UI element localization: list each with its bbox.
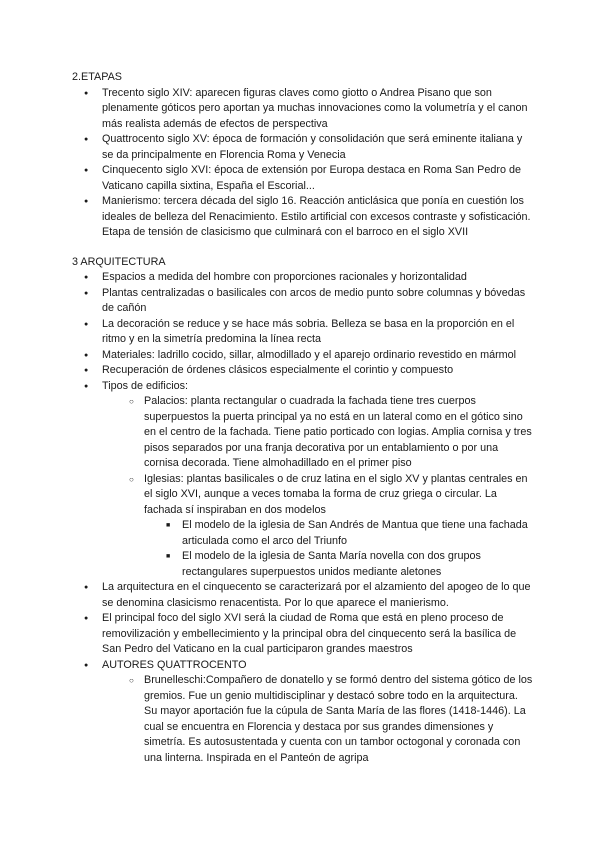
list-item: ● La arquitectura en el cinquecento se caracterizará por el alzamiento del apogeo de lo que se denomina clasicismo renacentista. Por lo que aparece el manierismo. (72, 580, 534, 611)
sublist-item-iglesias (128, 472, 534, 581)
document-page (72, 70, 534, 766)
list-item-cinquecento: ● Cinquecento siglo XVI: época de extensión por Europa destaca en Roma San Pedro de Vaticano capilla sixtina, España el Escorial... (72, 163, 534, 194)
sublist-item-brunelleschi: ○ Brunelleschi:Compañero de donatello y se formó dentro del sistema gótico de los gremios. Fue un genio multidisciplinar y destacó sobre todo en la arquitectura. Su mayor aportación fue la cúpula de Santa María de las flores (1418-1446). La cual se encuentra en Florencia y destaca por sus grandes dimensiones y simetría. Es autosustentada y cuenta con un tambor octogonal y coronada con una linterna. Inspirada en el Panteón de agripa (128, 673, 534, 766)
list-item-quattrocento: ● Quattrocento siglo XV: época de formación y consolidación que será eminente italiana y se da principalmente en Florencia Roma y Venecia (72, 132, 534, 163)
modelos-sublist (164, 518, 534, 580)
list-item: ● Recuperación de órdenes clásicos especialmente el corintio y compuesto (72, 363, 534, 379)
modelo-item-san-andres: ■ El modelo de la iglesia de San Andrés de Mantua que tiene una fachada articulada como el arco del Triunfo (164, 518, 534, 549)
heading-etapas: 2.ETAPAS (72, 71, 123, 83)
list-item: ● Espacios a medida del hombre con proporciones racionales y horizontalidad (72, 270, 534, 286)
sublist-item-palacios: ○ Palacios: planta rectangular o cuadrada la fachada tiene tres cuerpos superpuestos la puerta principal ya no está en un lateral como en el gótico sino en el centro de la fachada. Tiene patio porticado con logias. Amplia cornisa y tres pisos separados por una franja decorativa por un entablamiento o por una cornisa decorada. Tiene almohadillado en el primer piso (128, 394, 534, 472)
heading-arquitectura: 3 ARQUITECTURA (72, 255, 166, 268)
autores-label: AUTORES QUATTROCENTO (102, 658, 247, 671)
list-item-trecento: ● Trecento siglo XIV: aparecen figuras claves como giotto o Andrea Pisano que son plenamente góticos pero aportan ya muchas innovaciones como la volumetría y el canon más realista además de efectos de perspectiva (72, 86, 534, 133)
list-item-manierismo: ● Manierismo: tercera década del siglo 16. Reacción anticlásica que ponía en cuestión los ideales de belleza del Renacimiento. Estilo artificial con excesos contraste y sofisticación. Etapa de tensión de clasicismo que culminará con el barroco en el siglo XVII (72, 194, 534, 241)
arquitectura-list (72, 270, 534, 766)
list-item: ● Materiales: ladrillo cocido, sillar, almodillado y el aparejo ordinario revestido en mármol (72, 348, 534, 364)
etapas-list (72, 86, 534, 241)
list-item: ● Plantas centralizadas o basilicales con arcos de medio punto sobre columnas y bóvedas de cañón (72, 286, 534, 317)
tipos-sublist (128, 394, 534, 580)
list-item-autores (72, 658, 534, 767)
autores-sublist (128, 673, 534, 766)
list-item: ● La decoración se reduce y se hace más sobria. Belleza se basa en la proporción en el ritmo y en la simetría predomina la línea recta (72, 317, 534, 348)
iglesias-text: Iglesias: plantas basilicales o de cruz latina en el siglo XV y plantas centrales en el siglo XVI, aunque a veces tomaba la forma de cruz griega o circular. La fachada sí inspiraban en dos modelos (144, 472, 528, 516)
modelo-item-santa-maria: ■ El modelo de la iglesia de Santa María novella con dos grupos rectangulares superpuestos unidos mediante aletones (164, 549, 534, 580)
list-item-tipos (72, 379, 534, 581)
tipos-label: Tipos de edificios: (102, 379, 189, 392)
list-item: ● El principal foco del siglo XVI será la ciudad de Roma que está en pleno proceso de removilización y embellecimiento y la principal obra del cinquecento será la basílica de San Pedro del Vaticano en la cual participaron grandes maestros (72, 611, 534, 658)
